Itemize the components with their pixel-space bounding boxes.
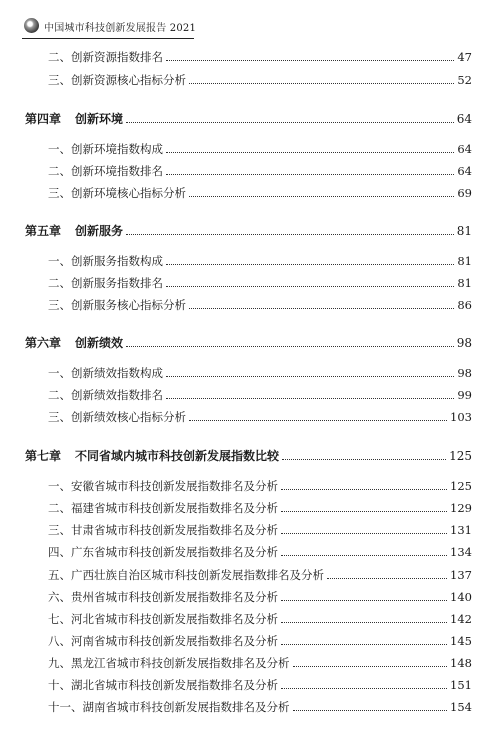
toc-entry-label: 六、贵州省城市科技创新发展指数排名及分析 xyxy=(48,590,278,604)
toc-entry[interactable] xyxy=(48,654,472,672)
chapter-title: 创新服务 xyxy=(75,224,124,238)
dot-leader xyxy=(126,345,454,347)
toc-entry[interactable] xyxy=(48,140,472,158)
toc-entry-label: 十、湖北省城市科技创新发展指数排名及分析 xyxy=(48,678,278,692)
toc-entry[interactable] xyxy=(48,364,472,382)
toc-entry-label: 八、河南省城市科技创新发展指数排名及分析 xyxy=(48,634,278,648)
toc-entry-label: 九、黑龙江省城市科技创新发展指数排名及分析 xyxy=(48,656,290,670)
toc-entry-label: 三、创新资源核心指标分析 xyxy=(48,73,186,87)
toc-entry-label: 三、甘肃省城市科技创新发展指数排名及分析 xyxy=(48,523,278,537)
toc-chapter[interactable] xyxy=(25,447,472,465)
toc-page-number: 99 xyxy=(457,388,472,402)
toc-entry[interactable] xyxy=(48,676,472,694)
toc-entry[interactable] xyxy=(48,588,472,606)
dot-leader xyxy=(189,419,447,421)
toc-entry[interactable] xyxy=(48,408,472,426)
toc-entry-label: 七、河北省城市科技创新发展指数排名及分析 xyxy=(48,612,278,626)
toc-entry[interactable] xyxy=(48,252,472,270)
dot-leader xyxy=(281,621,447,623)
toc-chapter[interactable] xyxy=(25,222,472,240)
toc-entry[interactable] xyxy=(48,162,472,180)
dot-leader xyxy=(282,458,446,460)
dot-leader xyxy=(189,307,454,309)
dot-leader xyxy=(166,173,454,175)
toc-page-number: 64 xyxy=(457,164,472,178)
toc-entry[interactable] xyxy=(48,274,472,292)
dot-leader xyxy=(281,532,447,534)
toc-entry[interactable] xyxy=(48,477,472,495)
toc-page-number: 137 xyxy=(450,568,472,582)
dot-leader xyxy=(293,709,448,711)
toc-page-number: 69 xyxy=(457,186,472,200)
toc-chapter[interactable] xyxy=(25,334,472,352)
toc-entry[interactable] xyxy=(48,499,472,517)
chapter-title: 创新绩效 xyxy=(75,336,124,350)
toc-page-number: 145 xyxy=(450,634,472,648)
chapter-number: 第四章 xyxy=(25,112,62,126)
toc-entry[interactable] xyxy=(48,71,472,89)
dot-leader xyxy=(166,263,454,265)
toc-entry[interactable] xyxy=(48,48,472,66)
dot-leader xyxy=(281,510,447,512)
toc-page-number: 86 xyxy=(457,298,472,312)
dot-leader xyxy=(293,665,448,667)
toc-page-number: 151 xyxy=(450,678,472,692)
dot-leader xyxy=(166,285,454,287)
toc-entry-label: 三、创新服务核心指标分析 xyxy=(48,298,186,312)
toc-page-number: 47 xyxy=(457,50,472,64)
toc-entry[interactable] xyxy=(48,543,472,561)
toc-entry-label: 二、创新资源指数排名 xyxy=(48,50,163,64)
chapter-number: 第七章 xyxy=(25,449,62,463)
toc-chapter[interactable] xyxy=(25,110,472,128)
toc-page-number: 64 xyxy=(457,142,472,156)
toc-page-number: 125 xyxy=(450,479,472,493)
dot-leader xyxy=(189,82,454,84)
toc-entry-label: 三、创新环境核心指标分析 xyxy=(48,186,186,200)
chapter-number: 第五章 xyxy=(25,224,62,238)
toc-page-number: 134 xyxy=(450,545,472,559)
toc-page-number: 148 xyxy=(450,656,472,670)
toc-page-number: 103 xyxy=(450,410,472,424)
toc-entry[interactable] xyxy=(48,386,472,404)
report-logo-icon xyxy=(24,18,39,33)
dot-leader xyxy=(126,121,454,123)
dot-leader xyxy=(281,488,447,490)
toc-entry-label: 一、安徽省城市科技创新发展指数排名及分析 xyxy=(48,479,278,493)
toc-entry-label: 一、创新环境指数构成 xyxy=(48,142,163,156)
toc-page-number: 64 xyxy=(456,112,472,126)
toc-page-number: 81 xyxy=(456,224,472,238)
dot-leader xyxy=(166,375,454,377)
toc-page-number: 154 xyxy=(450,700,472,714)
dot-leader xyxy=(166,151,454,153)
toc-page-number: 52 xyxy=(457,73,472,87)
toc-entry-label: 二、创新环境指数排名 xyxy=(48,164,163,178)
toc-page-number: 142 xyxy=(450,612,472,626)
toc-entry[interactable] xyxy=(48,610,472,628)
toc-entry-label: 二、创新绩效指数排名 xyxy=(48,388,163,402)
dot-leader xyxy=(281,643,447,645)
toc-page-number: 140 xyxy=(450,590,472,604)
dot-leader xyxy=(281,687,447,689)
running-header xyxy=(22,14,197,39)
toc-entry[interactable] xyxy=(48,698,472,716)
header-title: 中国城市科技创新发展报告 2021 xyxy=(44,23,197,34)
toc-page-number: 98 xyxy=(456,336,472,350)
toc-entry-label: 二、创新服务指数排名 xyxy=(48,276,163,290)
toc-page-number: 81 xyxy=(457,254,472,268)
chapter-title: 创新环境 xyxy=(75,112,124,126)
toc-entry[interactable] xyxy=(48,521,472,539)
dot-leader xyxy=(166,59,454,61)
toc-entry-label: 一、创新绩效指数构成 xyxy=(48,366,163,380)
toc-page-number: 98 xyxy=(457,366,472,380)
toc-page-number: 131 xyxy=(450,523,472,537)
toc-page-number: 129 xyxy=(450,501,472,515)
dot-leader xyxy=(166,397,454,399)
chapter-number: 第六章 xyxy=(25,336,62,350)
dot-leader xyxy=(327,577,447,579)
toc-page-number: 81 xyxy=(457,276,472,290)
toc-page-number: 125 xyxy=(449,449,472,463)
toc-entry-label: 二、福建省城市科技创新发展指数排名及分析 xyxy=(48,501,278,515)
toc-entry-label: 四、广东省城市科技创新发展指数排名及分析 xyxy=(48,545,278,559)
toc-entry-label: 三、创新绩效核心指标分析 xyxy=(48,410,186,424)
dot-leader xyxy=(189,195,454,197)
dot-leader xyxy=(281,599,447,601)
toc-entry-label: 一、创新服务指数构成 xyxy=(48,254,163,268)
toc-entry[interactable] xyxy=(48,296,472,314)
chapter-title: 不同省域内城市科技创新发展指数比较 xyxy=(75,449,280,463)
toc-entry-label: 十一、湖南省城市科技创新发展指数排名及分析 xyxy=(48,700,290,714)
toc-entry[interactable] xyxy=(48,184,472,202)
toc-entry-label: 五、广西壮族自治区城市科技创新发展指数排名及分析 xyxy=(48,568,324,582)
dot-leader xyxy=(126,233,454,235)
dot-leader xyxy=(281,554,447,556)
toc-entry[interactable] xyxy=(48,632,472,650)
toc-entry[interactable] xyxy=(48,566,472,584)
